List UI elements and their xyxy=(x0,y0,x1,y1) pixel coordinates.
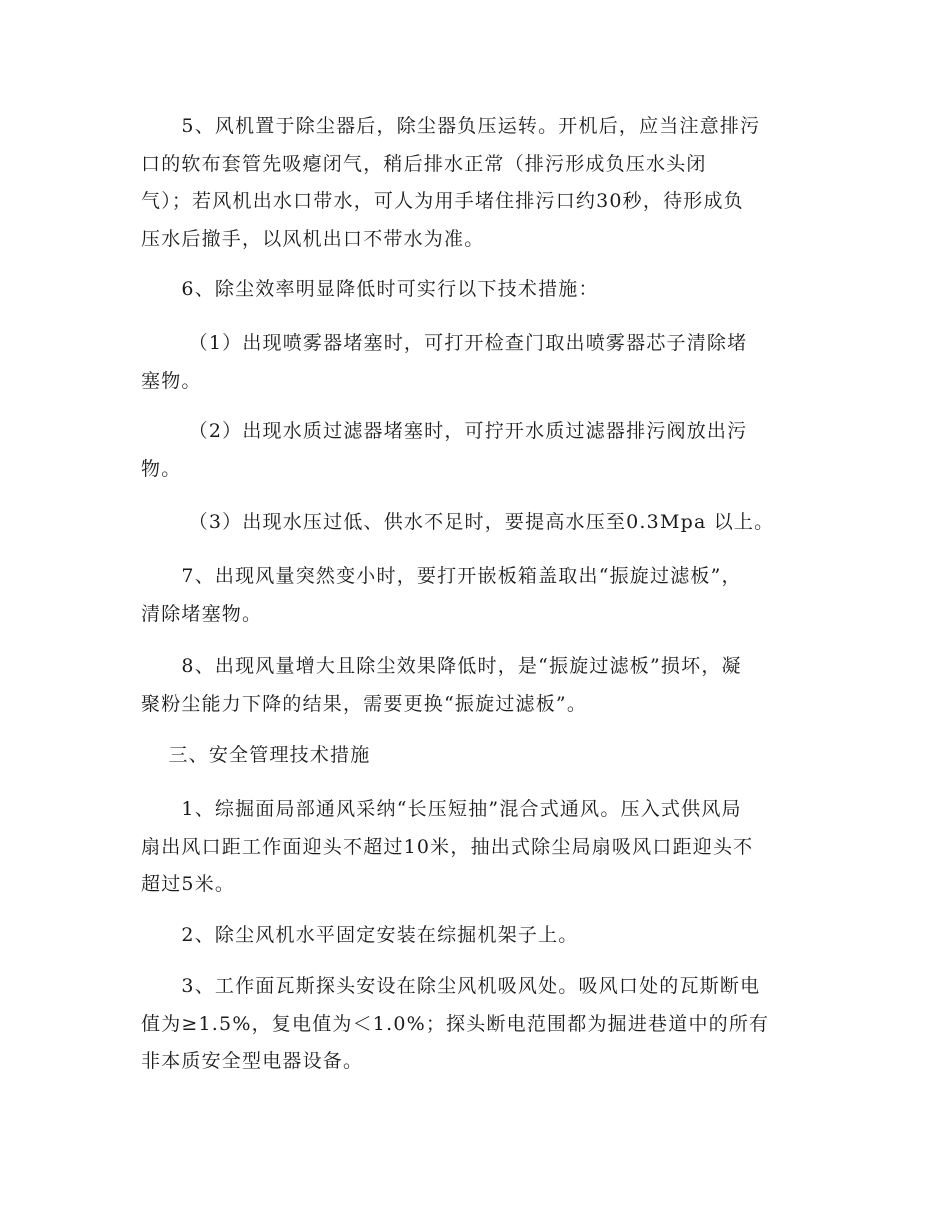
text-line: 5、风机置于除尘器后，除尘器负压运转。开机后，应当注意排污 xyxy=(141,115,761,137)
paragraph-subitem-1 xyxy=(141,325,806,400)
paragraph-subitem-2 xyxy=(141,413,806,488)
text-line: 口的软布套管先吸瘪闭气，稍后排水正常（排污形成负压水头闭 xyxy=(141,152,707,175)
text-line: 扇出风口距工作面迎头不超过10米，抽出式除尘局扇吸风口距迎头不 xyxy=(141,835,754,858)
text-line: （3）出现水压过低、供水不足时，要提高水压至0.3Mpa 以上。 xyxy=(141,511,775,533)
section-heading xyxy=(141,737,806,775)
text-line: 清除堵塞物。 xyxy=(141,602,263,625)
paragraph-subitem-3 xyxy=(141,504,806,542)
paragraph-safety-3 xyxy=(141,968,806,1081)
paragraph-safety-2 xyxy=(141,917,806,955)
text-line: 8、出现风量增大且除尘效果降低时，是“振旋过滤板”损坏，凝 xyxy=(141,655,742,677)
text-line: （2）出现水质过滤器堵塞时，可拧开水质过滤器排污阀放出污 xyxy=(141,420,748,442)
text-line: 压水后撤手，以风机出口不带水为准。 xyxy=(141,227,485,250)
paragraph-item-7 xyxy=(141,558,806,633)
paragraph-item-5 xyxy=(141,108,806,258)
text-line: 气）；若风机出水口带水，可人为用手堵住排污口约30秒，待形成负 xyxy=(141,190,744,212)
text-line: 2、除尘风机水平固定安装在综掘机架子上。 xyxy=(141,924,579,946)
text-line: 1、综掘面局部通风采纳“长压短抽”混合式通风。压入式供风局 xyxy=(141,798,742,820)
text-line: 3、工作面瓦斯探头安设在除尘风机吸风处。吸风口处的瓦斯断电 xyxy=(141,975,761,997)
text-line: 6、除尘效率明显降低时可实行以下技术措施： xyxy=(141,278,599,300)
paragraph-safety-1 xyxy=(141,791,806,904)
text-line: 物。 xyxy=(141,457,182,480)
paragraph-item-8 xyxy=(141,648,806,723)
text-line: 非本质安全型电器设备。 xyxy=(141,1050,364,1072)
heading-line: 三、安全管理技术措施 xyxy=(141,744,371,766)
text-line: 聚粉尘能力下降的结果，需要更换“振旋过滤板”。 xyxy=(141,692,588,715)
text-line: 7、出现风量突然变小时，要打开嵌板箱盖取出“振旋过滤板”， xyxy=(141,565,742,587)
text-line: 值为≥1.5%，复电值为＜1.0%；探头断电范围都为掘进巷道中的所有 xyxy=(141,1012,770,1035)
text-line: 塞物。 xyxy=(141,369,202,392)
paragraph-item-6 xyxy=(141,271,806,309)
text-line: （1）出现喷雾器堵塞时，可打开检查门取出喷雾器芯子清除堵 xyxy=(141,332,748,354)
text-line: 超过5米。 xyxy=(141,873,236,895)
